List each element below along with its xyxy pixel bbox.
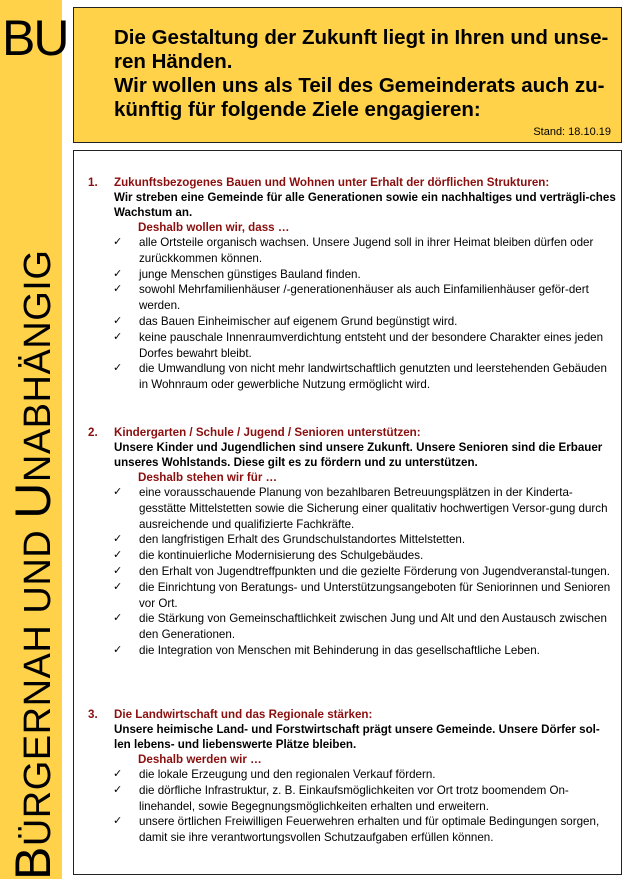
- list-item-text: die Umwandlung von nicht mehr landwirtschaftlich genutzten und leerstehenden Gebäuden in Wohnraum oder gewerbliche Nutzung ermöglicht wird.: [139, 362, 607, 392]
- check-icon: ✓: [113, 815, 123, 828]
- check-icon: ✓: [113, 314, 123, 327]
- section-intro: Unsere heimische Land- und Forstwirtschaft prägt unsere Gemeinde. Unsere Dörfer sol-len lebens- und liebenswerte Plätze bleiben.: [114, 723, 600, 751]
- header-box: [73, 7, 622, 143]
- list-item-text: die Stärkung von Gemeinschaftlichkeit zwischen Jung und Alt und den Austausch zwischen den Generationen.: [139, 612, 607, 642]
- list-item-text: die kontinuierliche Modernisierung des Schulgebäudes.: [139, 549, 424, 563]
- check-icon: ✓: [113, 236, 123, 248]
- list-item: [88, 548, 616, 564]
- section-number: 2.: [88, 426, 98, 439]
- list-item-text: alle Ortsteile organisch wachsen. Unsere Jugend soll in ihrer Heimat bleiben dürfen oder zurückkommen können.: [139, 236, 594, 265]
- list-item: [88, 783, 616, 815]
- check-icon: ✓: [113, 486, 123, 498]
- list-item: [88, 314, 616, 330]
- section-title-text: Kindergarten / Schule / Jugend / Senioren unterstützen:: [114, 426, 421, 439]
- check-icon: ✓: [113, 783, 123, 796]
- section-title: [88, 707, 616, 722]
- list-item-text: den Erhalt von Jugendtreffpunkten und die gezielte Förderung von Jugendveranstal-tungen.: [139, 564, 610, 578]
- list-item: [88, 361, 616, 393]
- section-number: 1.: [88, 176, 98, 189]
- check-icon: ✓: [113, 643, 123, 656]
- section-1: [88, 175, 616, 393]
- list-item-text: junge Menschen günstiges Bauland finden.: [139, 267, 361, 281]
- section-intro: Wir streben eine Gemeinde für alle Generationen sowie ein nachhaltiges und verträgli-ches Wachstum an.: [114, 191, 616, 219]
- section-subheading: Deshalb wollen wir, dass …: [138, 221, 290, 234]
- party-name-part2: NABHÄNGIG: [17, 249, 59, 483]
- check-icon: ✓: [113, 564, 123, 577]
- section-title-text: Zukunftsbezogenes Bauen und Wohnen unter Erhalt der dörflichen Strukturen:: [114, 176, 550, 189]
- logo-bu: BU: [2, 10, 68, 66]
- item-list: [88, 767, 616, 846]
- section-2: [88, 425, 616, 659]
- header-heading: [114, 26, 614, 122]
- header-line-3: Wir wollen uns als Teil des Gemeinderats auch zu-: [114, 74, 605, 97]
- list-item: [88, 532, 616, 548]
- list-item-text: eine vorausschauende Planung von bezahlbaren Betreuungsplätzen in der Kinderta-gesstätte Mittelstetten sowie die Sicherung einer qualitativ hochwertigen Versor-gung durch ausreichende und qualifizierte Fachkräfte.: [139, 486, 608, 531]
- section-intro: Unsere Kinder und Jugendlichen sind unsere Zukunft. Unsere Senioren sind die Erbauer unseres Wohlstands. Diese gilt es zu fördern und zu unterstützen.: [114, 441, 603, 469]
- list-item: [88, 564, 616, 580]
- list-item: [88, 643, 616, 659]
- check-icon: ✓: [113, 283, 123, 296]
- header-line-2: ren Händen.: [114, 50, 233, 73]
- list-item-text: die Integration von Menschen mit Behinderung in das gesellschaftliche Leben.: [139, 643, 540, 657]
- section-title: [88, 175, 616, 190]
- list-item: [88, 814, 616, 846]
- list-item-text: die lokale Erzeugung und den regionalen Verkauf fördern.: [139, 768, 436, 781]
- list-item-text: sowohl Mehrfamilienhäuser /-generationenhäuser als auch Einfamilienhäuser geför-dert werden.: [139, 283, 589, 313]
- section-title-text: Die Landwirtschaft und das Regionale stärken:: [114, 708, 373, 721]
- check-icon: ✓: [113, 612, 123, 625]
- check-icon: ✓: [113, 549, 123, 562]
- list-item: [88, 330, 616, 362]
- list-item-text: unsere örtlichen Freiwilligen Feuerwehren erhalten und für optimale Bedingungen sorgen, damit sie ihre verantwortungsvollen Schutzaufgaben erfüllen können.: [139, 815, 600, 845]
- section-title: [88, 425, 616, 440]
- header-line-4: künftig für folgende Ziele engagieren:: [114, 98, 481, 121]
- header-line-1: Die Gestaltung der Zukunft liegt in Ihren und unse-: [114, 26, 609, 49]
- section-3: [88, 707, 616, 846]
- party-name-initial-u: U: [5, 482, 61, 519]
- check-icon: ✓: [113, 362, 123, 375]
- list-item-text: die Einrichtung von Beratungs- und Unterstützungsangeboten für Seniorinnen und Senioren vor Ort.: [139, 580, 611, 610]
- list-item: [88, 282, 616, 314]
- section-number: 3.: [88, 708, 98, 721]
- check-icon: ✓: [113, 267, 123, 280]
- party-name-vertical: [6, 114, 60, 880]
- party-name-part1: ÜRGERNAH UND: [17, 518, 59, 847]
- list-item: [88, 235, 616, 267]
- list-item-text: das Bauen Einheimischer auf eigenem Grund begünstigt wird.: [139, 314, 458, 328]
- list-item-text: den langfristigen Erhalt des Grundschulstandortes Mittelstetten.: [139, 533, 466, 547]
- check-icon: ✓: [113, 533, 123, 546]
- list-item: [88, 767, 616, 783]
- list-item: [88, 580, 616, 612]
- sidebar-banner: [0, 0, 68, 880]
- list-item: [88, 611, 616, 643]
- check-icon: ✓: [113, 580, 123, 593]
- item-list: [88, 485, 616, 659]
- section-subheading: Deshalb werden wir …: [138, 753, 262, 766]
- party-name-initial-b: B: [5, 846, 61, 880]
- list-item-text: die dörfliche Infrastruktur, z. B. Einkaufsmöglichkeiten vor Ort trotz boomendem On-linehandel, sowie Begegnungsmöglichkeiten erhalten und erweitern.: [139, 783, 569, 813]
- check-icon: ✓: [113, 768, 123, 780]
- section-subheading: Deshalb stehen wir für …: [138, 471, 278, 484]
- item-list: [88, 235, 616, 393]
- stand-date: Stand: 18.10.19: [533, 126, 611, 138]
- content-box: [73, 150, 622, 875]
- list-item: [88, 485, 616, 532]
- list-item-text: keine pauschale Innenraumverdichtung entsteht und der besondere Charakter eines jeden Dorfes bewahrt bleibt.: [139, 330, 604, 360]
- list-item: [88, 267, 616, 283]
- check-icon: ✓: [113, 330, 123, 343]
